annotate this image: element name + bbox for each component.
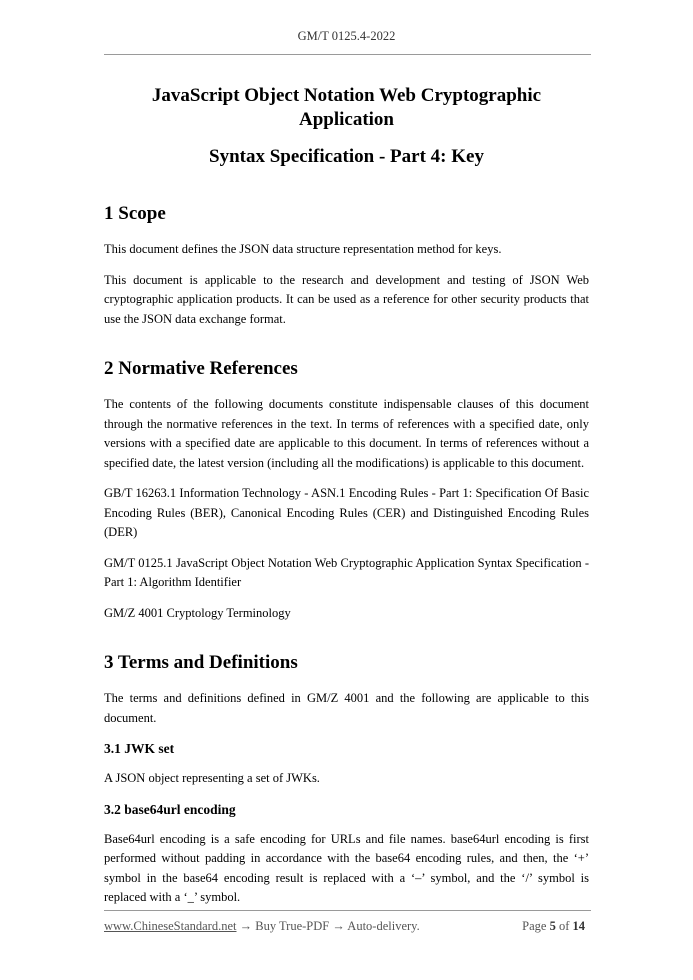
- document-body: [104, 84, 589, 908]
- section-heading-terms: 3 Terms and Definitions: [104, 652, 298, 673]
- reference-item-3: GM/Z 4001 Cryptology Terminology: [104, 605, 291, 620]
- page-label: Page: [522, 919, 547, 933]
- doc-title-line1: JavaScript Object Notation Web Cryptographic Application: [151, 85, 542, 130]
- term-heading-base64url: 3.2 base64url encoding: [104, 801, 236, 817]
- reference-item-2: GM/T 0125.1 JavaScript Object Notation Web Cryptographic Application Syntax Specification - Part 1: Algorithm Identifier: [104, 555, 589, 589]
- header-divider: [104, 54, 591, 55]
- scope-paragraph-2: This document is applicable to the research and development and testing of JSON Web cryptographic application products. It can be used as a reference for other security products that use the JSON data exchange format.: [104, 272, 589, 326]
- footer-promo-text: → Buy True-PDF → Auto-delivery.: [236, 919, 420, 933]
- section-heading-normative-references: 2 Normative References: [104, 358, 298, 379]
- scope-paragraph-1: This document defines the JSON data structure representation method for keys.: [104, 242, 502, 256]
- term-heading-jwk-set: 3.1 JWK set: [104, 741, 175, 756]
- page-header: [0, 29, 693, 44]
- normative-paragraph: The contents of the following documents constitute indispensable clauses of this document through the normative references in the text. In terms of references with a specified date, only versions with a specified date are applicable to this document. In terms of references without a specified date, the latest version (including all the modifications) is applicable to this document.: [104, 397, 589, 470]
- doc-title-line2: Syntax Specification - Part 4: Key: [209, 146, 484, 167]
- of-label: of: [558, 919, 570, 933]
- reference-item-1: GB/T 16263.1 Information Technology - ASN.1 Encoding Rules - Part 1: Specification Of Basic Encoding Rules (BER), Canonical Encoding Rules (CER) and Distinguished Encoding Rules (DER): [104, 486, 589, 539]
- footer-divider: [104, 910, 591, 911]
- footer-promo: [104, 919, 420, 934]
- page-number: 5: [549, 919, 556, 933]
- page-indicator: [522, 919, 585, 934]
- section-heading-scope: 1 Scope: [104, 203, 166, 224]
- terms-intro-paragraph: The terms and definitions defined in GM/Z 4001 and the following are applicable to this document.: [104, 691, 589, 725]
- doc-number: GM/T 0125.4-2022: [297, 29, 396, 43]
- site-link[interactable]: www.ChineseStandard.net: [104, 919, 237, 933]
- term-definition-base64url: Base64url encoding is a safe encoding for URLs and file names. base64url encoding is first performed without padding in accordance with the base64 encoding rules, and then, the ‘+’ symbol in the base64 encoding result is replaced with a ‘–’ symbol, and the ‘/’ symbol is replaced with a ‘_’ symbol.: [104, 831, 589, 904]
- term-definition-jwk-set: A JSON object representing a set of JWKs.: [104, 771, 320, 785]
- total-pages: 14: [572, 919, 585, 933]
